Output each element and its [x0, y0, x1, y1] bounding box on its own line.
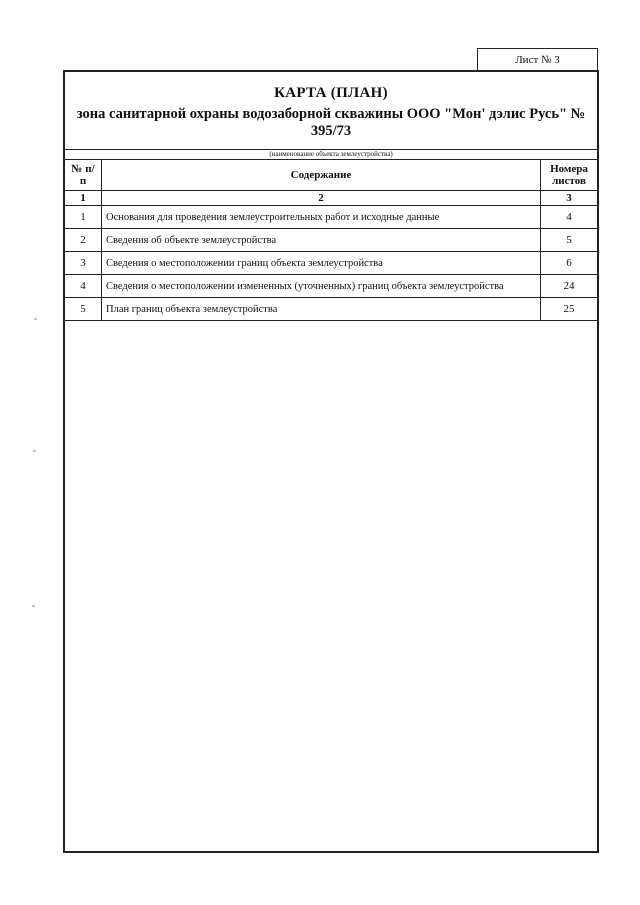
row-num: 2 [65, 229, 102, 252]
row-content: Основания для проведения землеустроительных работ и исходные данные [102, 206, 541, 229]
document-frame [63, 70, 599, 853]
row-num: 4 [65, 275, 102, 298]
row-sheets: 24 [541, 275, 598, 298]
table-row [65, 298, 597, 321]
row-sheets: 25 [541, 298, 598, 321]
document-title: КАРТА (ПЛАН) [274, 85, 388, 101]
row-sheets: 4 [541, 206, 598, 229]
contents-table [65, 160, 597, 321]
row-num: 5 [65, 298, 102, 321]
row-num: 3 [65, 252, 102, 275]
header-num: № п/п [65, 160, 102, 191]
scan-speck [32, 605, 35, 607]
table-row [65, 229, 597, 252]
row-sheets: 5 [541, 229, 598, 252]
object-name-caption: (наименование объекта землеустройства) [65, 150, 597, 160]
document-subtitle: зона санитарной охраны водозаборной скважины ООО "Мон' дэлис Русь" № 395/73 [76, 106, 586, 139]
index-cell: 2 [102, 191, 541, 206]
table-header-row [65, 160, 597, 191]
header-sheets: Номера листов [541, 160, 598, 191]
table-row [65, 275, 597, 298]
row-content: План границ объекта землеустройства [102, 298, 541, 321]
sheet-number-label: Лист № 3 [477, 48, 598, 70]
row-content: Сведения о местоположении измененных (уточненных) границ объекта землеустройства [102, 275, 541, 298]
row-num: 1 [65, 206, 102, 229]
table-index-row [65, 191, 597, 206]
document-header [65, 72, 597, 150]
table-row [65, 206, 597, 229]
index-cell: 3 [541, 191, 598, 206]
table-row [65, 252, 597, 275]
row-sheets: 6 [541, 252, 598, 275]
header-content: Содержание [102, 160, 541, 191]
index-cell: 1 [65, 191, 102, 206]
row-content: Сведения об объекте землеустройства [102, 229, 541, 252]
scan-speck [34, 318, 37, 320]
row-content: Сведения о местоположении границ объекта землеустройства [102, 252, 541, 275]
scan-speck [33, 450, 36, 452]
